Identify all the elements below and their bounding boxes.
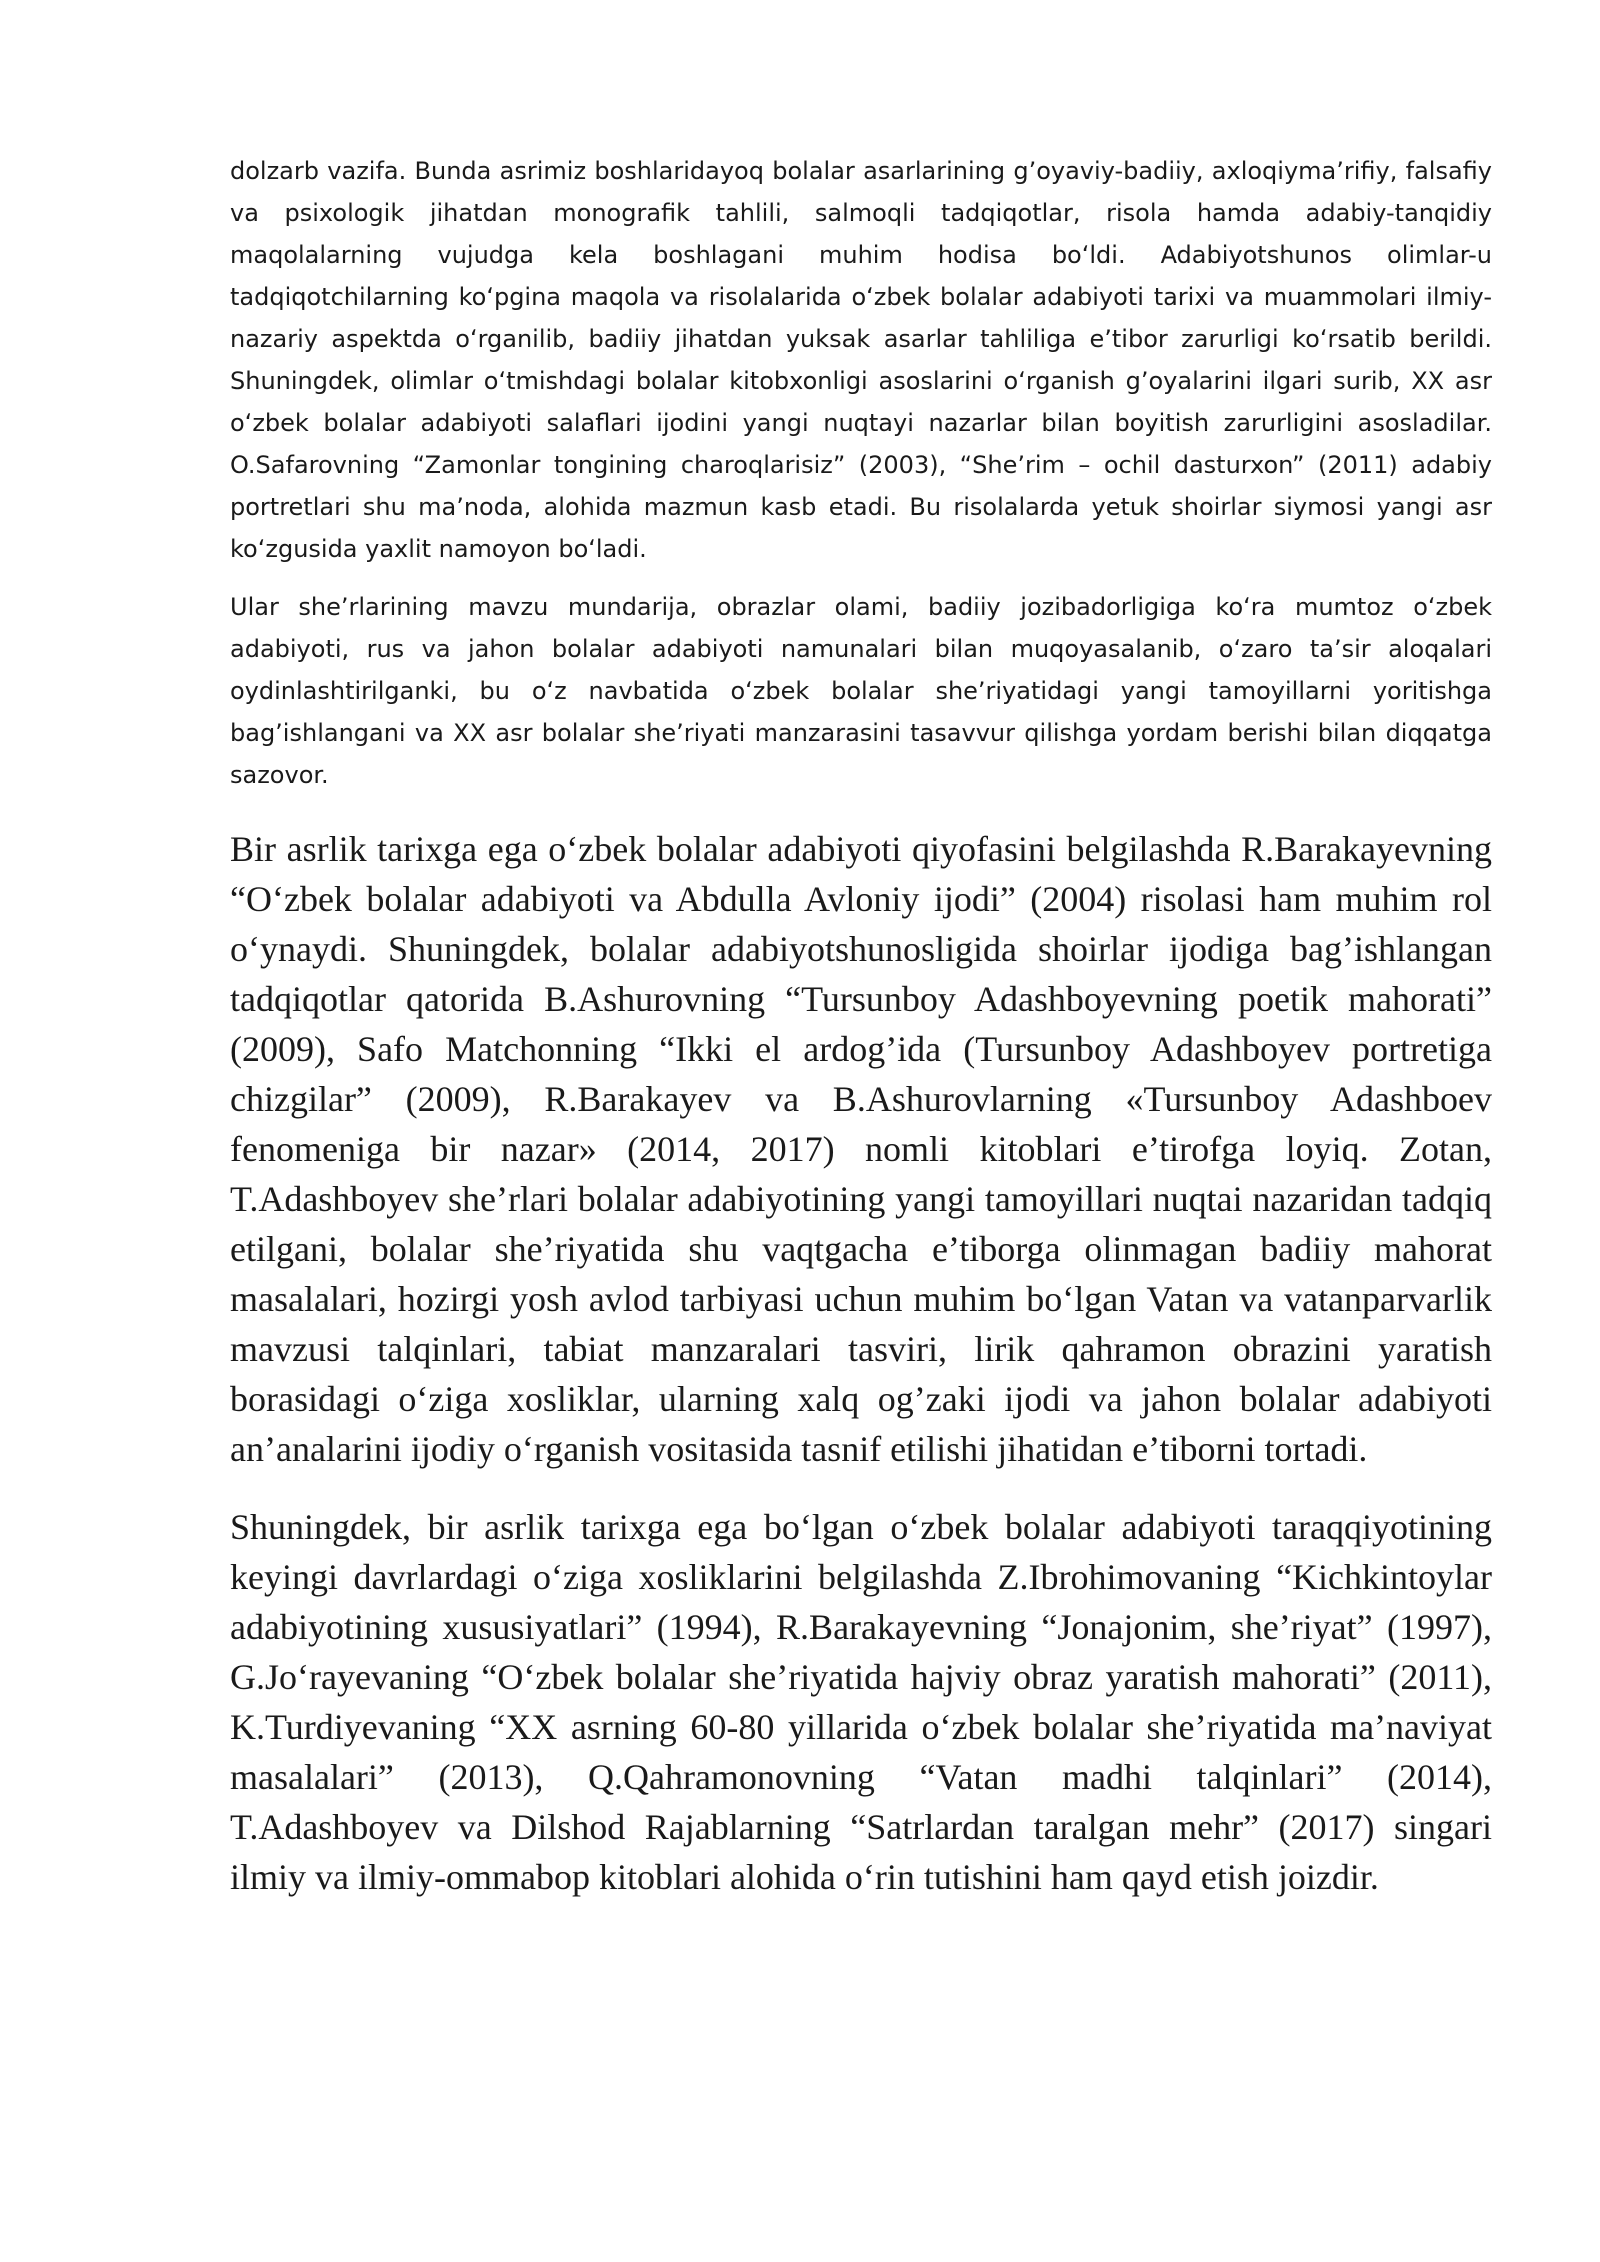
- document-page: [230, 150, 1492, 1902]
- paragraph-3: Bir asrlik tarixga ega oʻzbek bolalar adabiyoti qiyofasini belgilashda R.Barakayevning “Oʻzbek bolalar adabiyoti va Abdulla Avloniy ijodi” (2004) risolasi ham muhim rol oʻynaydi. Shuningdek, bolalar adabiyotshunosligida shoirlar ijodiga bag’ishlangan tadqiqotlar qatorida B.Ashurovning “Tursunboy Adashboyevning poetik mahorati” (2009), Safo Matchonning “Ikki el ardog’ida (Tursunboy Adashboyev portretiga chizgilar” (2009), R.Barakayev va B.Ashurovlarning «Tursunboy Adashboev fenomeniga bir nazar» (2014, 2017) nomli kitoblari e’tirofga loyiq. Zotan, T.Adashboyev she’rlari bolalar adabiyotining yangi tamoyillari nuqtai nazaridan tadqiq etilgani, bolalar she’riyatida shu vaqtgacha e’tiborga olinmagan badiiy mahorat masalalari, hozirgi yosh avlod tarbiyasi uchun muhim boʻlgan Vatan va vatanparvarlik mavzusi talqinlari, tabiat manzaralari tasviri, lirik qahramon obrazini yaratish borasidagi oʻziga xosliklar, ularning xalq og’zaki ijodi va jahon bolalar adabiyoti an’analarini ijodiy oʻrganish vositasida tasnif etilishi jihatidan e’tiborni tortadi.: [230, 829, 1492, 1469]
- paragraph-2: Ular she’rlarining mavzu mundarija, obrazlar olami, badiiy jozibadorligiga koʻra mumtoz oʻzbek adabiyoti, rus va jahon bolalar adabiyoti namunalari bilan muqoyasalanib, oʻzaro ta’sir aloqalari oydinlashtirilganki, bu oʻz navbatida oʻzbek bolalar she’riyatidagi yangi tamoyillarni yoritishga bag’ishlangani va XX asr bolalar she’riyati manzarasini tasavvur qilishga yordam berishi bilan diqqatga sazovor.: [230, 593, 1492, 789]
- paragraph-4: Shuningdek, bir asrlik tarixga ega boʻlgan oʻzbek bolalar adabiyoti taraqqiyotining keyingi davrlardagi oʻziga xosliklarini belgilashda Z.Ibrohimovaning “Kichkintoylar adabiyotining xususiyatlari” (1994), R.Barakayevning “Jonajonim, she’riyat” (1997), G.Joʻrayevaning “Oʻzbek bolalar she’riyatida hajviy obraz yaratish mahorati” (2011), K.Turdiyevaning “XX asrning 60-80 yillarida oʻzbek bolalar she’riyatida ma’naviyat masalalari” (2013), Q.Qahramonovning “Vatan madhi talqinlari” (2014), T.Adashboyev va Dilshod Rajablarning “Satrlardan taralgan mehr” (2017) singari ilmiy va ilmiy-ommabop kitoblari alohida oʻrin tutishini ham qayd etish joizdir.: [230, 1507, 1492, 1897]
- paragraph-1: dolzarb vazifa. Bunda asrimiz boshlaridayoq bolalar asarlarining g’oyaviy-badiiy, axloqiyma’rifiy, falsafiy va psixologik jihatdan monografik tahlili, salmoqli tadqiqotlar, risola hamda adabiy-tanqidiy maqolalarning vujudga kela boshlagani muhim hodisa boʻldi. Adabiyotshunos olimlar-u tadqiqotchilarning koʻpgina maqola va risolalarida oʻzbek bolalar adabiyoti tarixi va muammolari ilmiy-nazariy aspektda oʻrganilib, badiiy jihatdan yuksak asarlar tahliliga e’tibor zarurligi koʻrsatib berildi. Shuningdek, olimlar oʻtmishdagi bolalar kitobxonligi asoslarini oʻrganish g’oyalarini ilgari surib, XX asr oʻzbek bolalar adabiyoti salaflari ijodini yangi nuqtayi nazarlar bilan boyitish zarurligini asosladilar. O.Safarovning “Zamonlar tongining charoqlarisiz” (2003), “She’rim – ochil dasturxon” (2011) adabiy portretlari shu ma’noda, alohida mazmun kasb etadi. Bu risolalarda yetuk shoirlar siymosi yangi asr koʻzgusida yaxlit namoyon boʻladi.: [230, 157, 1492, 563]
